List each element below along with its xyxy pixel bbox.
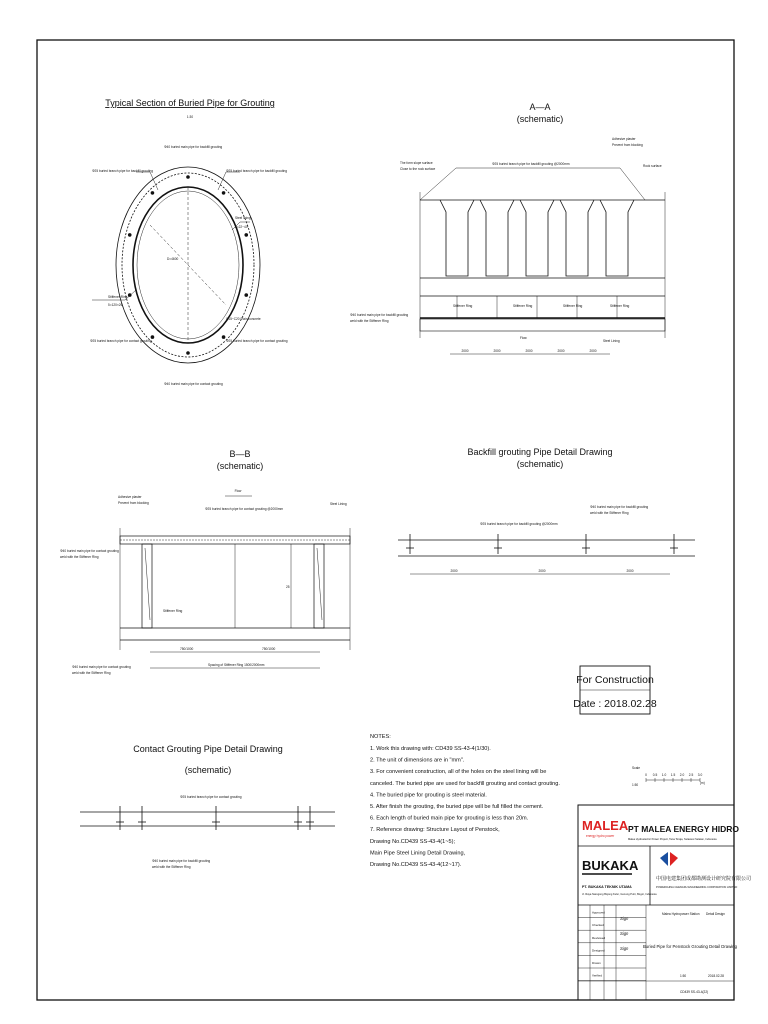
aa-panel-group — [440, 200, 634, 318]
backfill-detail-subtitle: (schematic) — [516, 459, 564, 469]
aa-dim-2: 2000 — [525, 349, 533, 353]
bb-label-dim2: 750/1000 — [262, 647, 276, 651]
label-top-main: Φ40 buried main pipe for backfill grouting — [164, 145, 223, 149]
note-1: 2. The unit of dimensions are in "mm". — [370, 757, 465, 764]
scale-tick-group — [645, 773, 702, 782]
leader-top-right — [218, 172, 240, 190]
tb-row-label-2: Reviewed — [592, 935, 606, 940]
scale-label: Scale — [632, 766, 640, 770]
note-7: 7. Reference drawing: Structure Layout of Penstock, — [370, 827, 500, 834]
label-steel-lining: Steel lining — [235, 216, 251, 220]
note-8: Drawing No.CD439 SS-43-4(1~5); — [370, 838, 456, 845]
label-plain-concrete: C15~C20 Plain concrete — [226, 317, 261, 321]
aa-branch-leader — [420, 168, 645, 200]
tb-signature-2: Sign — [620, 931, 629, 936]
typical-section-drawing — [90, 98, 288, 386]
ring-pipe-2 — [244, 233, 248, 237]
tb-signature-1: Sign — [620, 916, 629, 921]
aa-label-surface2: Close to the rock surface — [400, 167, 436, 171]
note-10: Drawing No.CD439 SS-43-4(12~17). — [370, 862, 462, 868]
bb-label-vertical: 25 — [286, 585, 290, 589]
tb-row-label-4: Drawn — [592, 961, 601, 965]
scale-tick-label-1: 0.5 — [652, 773, 658, 777]
section-aa-subtitle: (schematic) — [516, 114, 564, 124]
bb-label-flow: Flow — [234, 489, 242, 493]
label-stiffener-ring: Stiffener Ring — [108, 295, 128, 299]
typical-section-scale: 1:30 — [186, 115, 194, 119]
note-5: 5. After finish the grouting, the buried pipe will be full filled the cement. — [370, 804, 544, 810]
scale-unit: (m) — [700, 781, 705, 785]
label-stiffener-ring-dim: δ=120×26 — [108, 303, 123, 307]
malea-logo: MALEA — [582, 818, 629, 833]
tb-row-label-5: Verified — [592, 973, 603, 978]
scale-tick-label-5: 2.5 — [688, 773, 694, 777]
scale-tick-label-3: 1.5 — [670, 773, 676, 777]
ring-pipe-5 — [186, 351, 190, 355]
scale-bar — [632, 766, 705, 787]
label-steel-lining-dim: δ=22~40 — [235, 225, 248, 229]
aa-label-branch: Φ25 buried branch pipe for backfill grouting @2000mm — [492, 162, 570, 166]
tb-row-label-3: Designed — [592, 948, 605, 953]
section-bb-drawing — [60, 449, 350, 675]
diameter-label: D=4600 — [167, 257, 179, 261]
contact-detail-drawing — [80, 744, 335, 869]
malea-logo-sub: energy hydro power — [586, 834, 615, 838]
ring-pipe-4 — [222, 335, 226, 339]
bb-label-dim1: 750/1000 — [180, 647, 194, 651]
bb-label-main-left: Φ40 buried main pipe for contact grouting — [60, 549, 119, 553]
bb-label-adhesive: Adhesive plaster — [118, 495, 142, 499]
aa-panel-3 — [560, 200, 594, 276]
backfill-label-main2: weld with the Stiffener Ring — [590, 511, 629, 515]
bb-label-main-bottom: Φ40 buried main pipe for contact grouting — [72, 665, 131, 669]
aa-panel-4 — [600, 200, 634, 276]
aa-panel-1 — [480, 200, 514, 276]
scale-tick-label-0: 0 — [645, 773, 647, 777]
aa-panel-2 — [520, 200, 554, 276]
powerchina-name: 中国电建集团成都勘测设计研究院有限公司 — [656, 876, 752, 882]
aa-label-rock: Rock surface — [643, 164, 662, 168]
section-bb-subtitle: (schematic) — [216, 461, 264, 471]
label-bottom-main: Φ40 buried main pipe for contact grouting — [164, 382, 223, 386]
notes-heading: NOTES: — [370, 734, 391, 740]
backfill-detail-title: Backfill grouting Pipe Detail Drawing — [467, 447, 613, 457]
tb-project-label: Malea Hydropower Station — [662, 912, 700, 916]
ring-pipe-8 — [128, 233, 132, 237]
section-aa-drawing — [350, 102, 665, 354]
backfill-label-branch: Φ25 buried branch pipe for backfill grouting @2000mm — [480, 522, 558, 526]
typical-section-title: Typical Section of Buried Pipe for Grouting — [105, 98, 275, 108]
note-9: Main Pipe Steel Lining Detail Drawing, — [370, 850, 466, 857]
powerchina-logo-shape-2 — [670, 852, 678, 866]
bb-label-branch: Φ25 buried branch pipe for contact grouting @2000mm — [205, 507, 284, 511]
ring-pipe-3 — [244, 293, 248, 297]
aa-label-ring1: Stiffener Ring — [453, 304, 473, 308]
tb-row-label-1: Checked — [592, 923, 604, 928]
aa-dim-3: 2000 — [557, 349, 565, 353]
bukaka-address: Jl. Raya Narogong Bojong Kulur, Gunung Putri, Bogor, Indonesia — [582, 893, 657, 896]
section-aa-title: A—A — [529, 102, 551, 112]
ring-pipe-0 — [186, 175, 190, 179]
tb-drawing-no: CD439 SS-43-4(22) — [680, 990, 709, 994]
contact-detail-title: Contact Grouting Pipe Detail Drawing — [133, 744, 283, 754]
contact-label-branch: Φ25 buried branch pipe for contact grouting — [180, 795, 242, 799]
scale-tick-label-4: 2.0 — [679, 773, 685, 777]
backfill-dim-1: 2000 — [538, 569, 546, 573]
bukaka-company: PT. BUKAKA TEKNIK UTAMA — [582, 885, 632, 889]
label-bottom-left-branch: Φ25 buried branch pipe for contact grouting — [90, 339, 152, 343]
aa-dim-4: 2000 — [589, 349, 597, 353]
stamp-line1: For Construction — [576, 674, 654, 686]
scale-tick-label-6: 3.0 — [697, 773, 703, 777]
section-bb-title: B—B — [229, 449, 251, 459]
note-4: 4. The buried pipe for grouting is steel material. — [370, 792, 487, 799]
ring-pipe-7 — [128, 293, 132, 297]
bb-label-main-left2: weld with the Stiffener Ring — [60, 555, 99, 559]
aa-label-surface: The form slope surface — [400, 161, 433, 165]
aa-dim-1: 2000 — [493, 349, 501, 353]
leader-top-left — [136, 172, 158, 190]
aa-steel-lining-band — [420, 319, 665, 331]
tb-date: 2018.02.28 — [708, 974, 724, 978]
label-top-left-branch: Φ25 buried branch pipe for backfill grouting — [92, 169, 154, 173]
malea-company: PT MALEA ENERGY HIDRO — [628, 824, 739, 834]
bb-label-adhesive2: Prevent from blocking — [118, 501, 149, 505]
tb-row-label-0: Approved — [592, 910, 605, 915]
tb-signature-3: Sign — [620, 946, 629, 951]
aa-label-steel: Steel Lining — [603, 339, 620, 343]
contact-detail-subtitle: (schematic) — [184, 765, 232, 775]
bukaka-logo: BUKAKA — [582, 858, 639, 873]
aa-label-adhesive: Adhesive plaster — [612, 137, 636, 141]
powerchina-logo — [660, 852, 678, 866]
contact-label-main: Φ40 buried main pipe for backfill grouting — [152, 859, 211, 863]
notes-list — [370, 746, 560, 868]
note-3: canceled. The buried pipe are used for backfill grouting and contact grouting. — [370, 780, 560, 787]
aa-label-adhesive2: Prevent from blocking — [612, 143, 643, 147]
note-0: 1. Work this drawing with: CD439 SS-43-4(1/30). — [370, 746, 491, 752]
contact-pipe-group — [116, 806, 314, 830]
bb-ring-hatch-left — [145, 548, 150, 620]
title-block-rows — [578, 911, 646, 981]
scale-ratio: 1:50 — [632, 783, 639, 787]
backfill-dim-0: 2000 — [450, 569, 458, 573]
backfill-label-main: Φ40 buried main pipe for backfill grouting — [590, 505, 649, 509]
bb-ring-left — [142, 544, 152, 628]
title-block — [578, 805, 751, 1000]
ring-pipe-9 — [151, 191, 155, 195]
bb-label-main-bottom2: weld with the Stiffener Ring — [72, 671, 111, 675]
bb-ring-right — [314, 544, 324, 628]
aa-label-flow: Flow — [520, 336, 527, 340]
construction-stamp — [573, 666, 657, 714]
aa-dimension-labels — [461, 349, 596, 353]
scale-tick-label-2: 1.0 — [661, 773, 667, 777]
contact-label-main2: weld with the Stiffener Ring — [152, 865, 191, 869]
note-6: 6. Each length of buried main pipe for grouting is less than 20m. — [370, 815, 529, 822]
aa-label-main2: weld with the Stiffener Ring — [350, 319, 389, 323]
bb-label-steel: Steel Lining — [330, 502, 347, 506]
label-bottom-right-branch: Φ25 buried branch pipe for contact grouting — [226, 339, 288, 343]
malea-address: Malea Hydroelectric Power Project, Tana Toraja, Sulawesi Selatan, Indonesia — [628, 838, 717, 841]
backfill-detail-drawing — [398, 447, 695, 574]
note-2: 3. For convenient construction, all of the holes on the steel lining will be — [370, 769, 547, 776]
aa-dim-0: 2000 — [461, 349, 469, 353]
backfill-dim-2: 2000 — [626, 569, 634, 573]
bb-ring-hatch-right — [317, 548, 322, 620]
powerchina-logo-shape-1 — [660, 852, 668, 866]
ring-pipe-1 — [222, 191, 226, 195]
label-top-right-branch: Φ25 buried branch pipe for backfill grouting — [226, 169, 288, 173]
backfill-pipe-group — [406, 534, 678, 554]
stamp-line2: Date : 2018.02.28 — [573, 698, 657, 710]
tb-phase: Detail Design — [706, 912, 725, 916]
powerchina-en: POWERCHINA CHENGDU ENGINEERING CORPORATION LIMITED — [656, 886, 738, 889]
bb-label-spacing: Spacing of Stiffener Ring 1500/2000mm — [208, 663, 265, 667]
aa-label-ring2: Stiffener Ring — [513, 304, 533, 308]
aa-panel-0 — [440, 200, 474, 276]
backfill-dimension-labels — [450, 569, 633, 573]
aa-label-main: Φ40 buried main pipe for backfill grouting — [350, 313, 409, 317]
aa-label-ring4: Stiffener Ring — [610, 304, 630, 308]
bb-label-ring: Stiffener Ring — [163, 609, 183, 613]
notes-block — [370, 734, 560, 868]
aa-label-ring3: Stiffener Ring — [563, 304, 583, 308]
tb-scale: 1:50 — [680, 974, 687, 978]
tb-drawing-title: Buried Pipe for Penstock Grouting Detail Drawing — [642, 944, 738, 949]
